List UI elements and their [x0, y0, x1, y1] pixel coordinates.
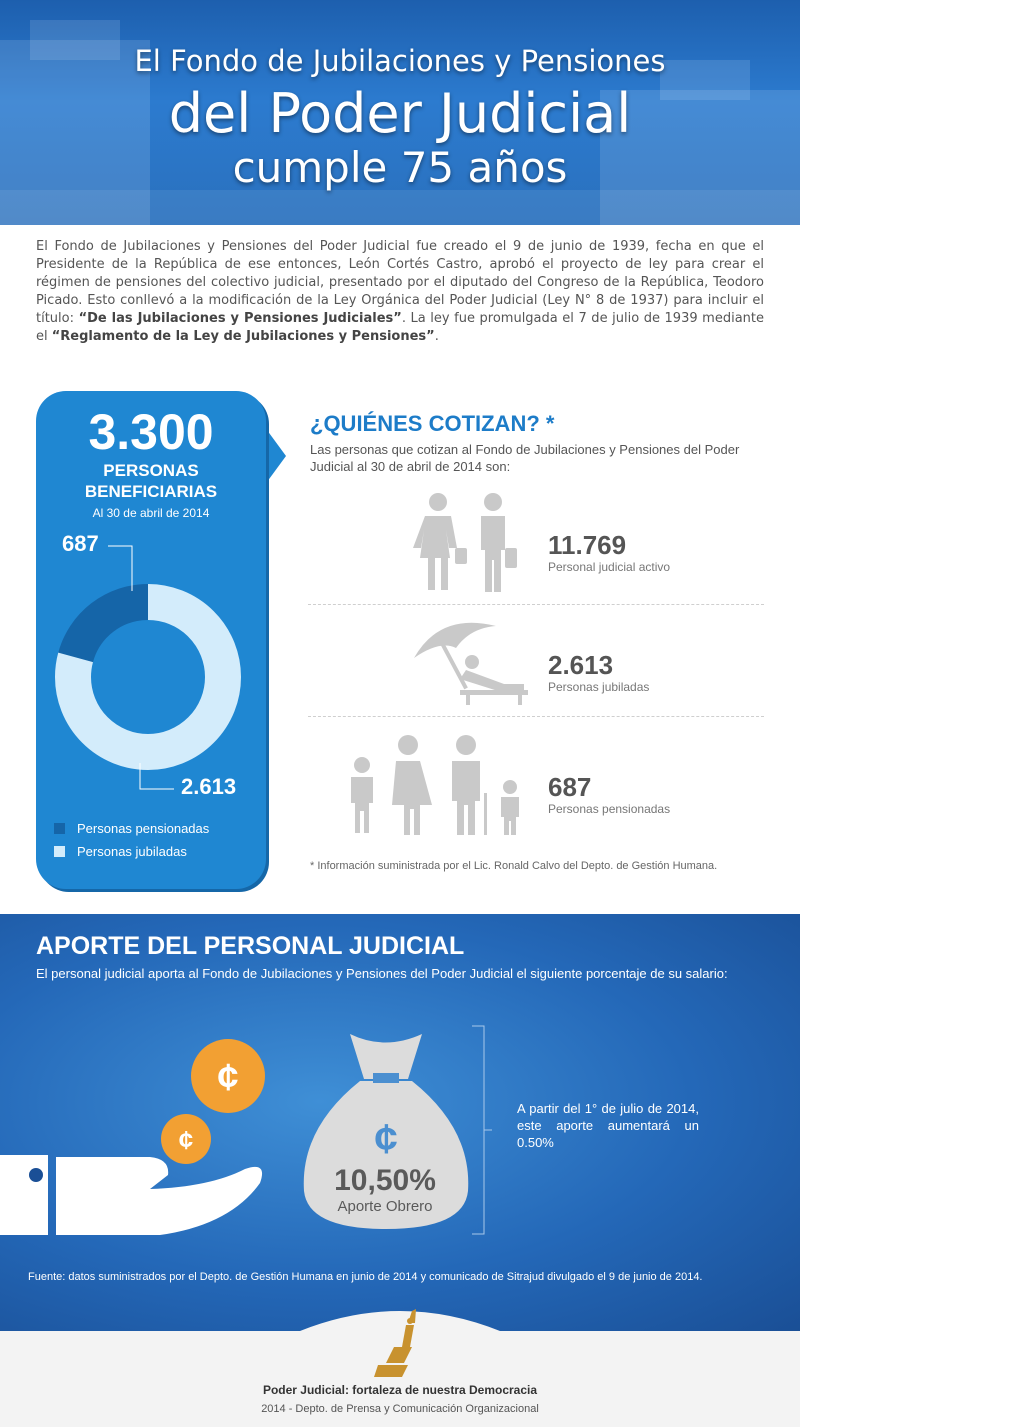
stat-retired-value: 2.613 [548, 650, 614, 680]
aporte-title: APORTE DEL PERSONAL JUDICIAL [36, 932, 465, 960]
stat-retired-label: Personas jubiladas [548, 680, 650, 694]
contributors-title: ¿QUIÉNES COTIZAN? * [310, 411, 555, 436]
note-bracket [462, 1024, 492, 1236]
stat-pensioned-value: 687 [548, 772, 592, 802]
legend-swatch-pensioned [54, 823, 65, 834]
header-title-line1: El Fondo de Jubilaciones y Pensiones [134, 44, 666, 78]
legend-item-pensioned [54, 821, 209, 836]
intro-bold-b: “Reglamento de la Ley de Jubilaciones y Pensiones” [51, 329, 435, 344]
intro-bold-a: “De las Jubilaciones y Pensiones Judiciales” [78, 311, 402, 326]
legend-label-pensioned: Personas pensionadas [77, 821, 210, 836]
aporte-description: El personal judicial aporta al Fondo de Jubilaciones y Pensiones del Poder Judicial el siguiente porcentaje de su salario: [36, 966, 728, 981]
intro-text-c: . [434, 329, 439, 344]
aporte-percentage-label: Aporte Obrero [337, 1198, 433, 1215]
stat-active-staff [548, 530, 670, 574]
legend-label-retired: Personas jubiladas [77, 844, 187, 859]
workers-icon [405, 490, 535, 595]
aporte-note: A partir del 1° de julio de 2014, este aporte aumentará un 0.50% [517, 1101, 699, 1150]
aporte-section [0, 914, 800, 1331]
contributors-description: Las personas que cotizan al Fondo de Jubilaciones y Pensiones del Poder Judicial al 30 de abril de 2014 son: [310, 442, 740, 474]
stat-active-staff-label: Personal judicial activo [548, 560, 671, 574]
cuff-button [29, 1168, 43, 1182]
intro-paragraph [36, 238, 764, 346]
stat-active-staff-value: 11.769 [548, 530, 627, 560]
contributors-footnote: * Información suministrada por el Lic. Ronald Calvo del Depto. de Gestión Humana. [310, 860, 718, 872]
coin-large-symbol: ¢ [217, 1057, 239, 1099]
footer-slogan: Poder Judicial: fortaleza de nuestra Democracia [262, 1383, 538, 1397]
beneficiaries-label-line1: PERSONAS [103, 461, 199, 480]
intro-text-a: El Fondo de Jubilaciones y Pensiones del Poder Judicial fue creado el 9 de junio de 1939, fecha en que el Presidente de la República de ese entonces, León Cortés Castro, aprobó el proyecto de ley para crear el régimen de pensiones del colectivo judicial, presentado por el diputado del Congreso de la República, Teodoro Picado. Esto conllevó a la modificación de la Ley Orgánica del Poder Judicial (Ley N° 8 de 1937) para incluir el título: [36, 239, 764, 326]
stat-retired [548, 650, 649, 694]
retiree-beach-icon [410, 618, 530, 708]
beneficiaries-total: 3.300 [88, 404, 214, 460]
justice-statue-logo [372, 1307, 428, 1379]
divider-1 [308, 604, 764, 605]
legend-swatch-retired [54, 846, 65, 857]
divider-2 [308, 716, 764, 717]
stat-pensioned [548, 772, 670, 816]
beneficiaries-card [36, 391, 266, 889]
sleeve-cuff [0, 1155, 48, 1235]
header-title-line3: cumple 75 años [232, 143, 568, 192]
bag-currency-symbol: ¢ [374, 1115, 398, 1162]
open-hand [56, 1157, 262, 1235]
header-title-line2: del Poder Judicial [168, 82, 632, 145]
footer-credit: 2014 - Depto. de Prensa y Comunicación Organizacional [261, 1403, 539, 1415]
beneficiaries-label-line2: BENEFICIARIAS [84, 482, 218, 501]
aporte-percentage: 10,50% [334, 1164, 436, 1197]
legend-item-retired [54, 844, 187, 859]
aporte-source: Fuente: datos suministrados por el Depto. de Gestión Humana en junio de 2014 y comunicado de Sitrajud divulgado el 9 de junio de 2014. [28, 1271, 703, 1283]
retired-value-label: 2.613 [181, 774, 237, 799]
family-icon [338, 733, 533, 838]
stat-pensioned-label: Personas pensionadas [548, 802, 671, 816]
hand-with-coins-icon [0, 1029, 310, 1244]
header-banner [0, 0, 800, 225]
intro-text-b: . La ley fue promulgada el 7 de julio de 1939 mediante el [36, 311, 765, 344]
pensioned-value-label: 687 [62, 531, 99, 556]
coin-small-symbol: ¢ [178, 1125, 194, 1155]
beneficiaries-date: Al 30 de abril de 2014 [92, 506, 210, 520]
pensioned-leader-line [108, 546, 132, 591]
donut-chart [36, 391, 266, 889]
card-pointer [264, 426, 286, 486]
